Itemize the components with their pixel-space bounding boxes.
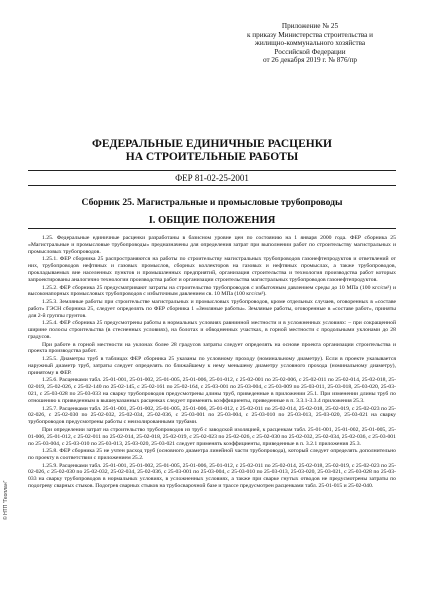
code-box — [28, 170, 396, 186]
document-code: ФЕР 81-02-25-2001 — [175, 173, 249, 183]
side-copyright: © НТП "Геоплан" — [3, 480, 9, 520]
appendix-number: Приложение № 25 — [281, 22, 339, 30]
appendix-order: к приказу Министерства строительства и — [246, 30, 373, 39]
paragraph: 1.25. Федеральные единичные расценки разработаны в базисном уровне цен по состоянию на 1 января 2000 года. ФЕР сборника 25 «Магистральные и промысловые трубопроводы» предназначены для определения затрат при выполнении работ по строительству магистральных и промысловых трубопроводов. — [28, 235, 396, 255]
paragraph: При определении затрат на строительство трубопроводов из труб с заводской изоляцией, к расценкам табл. 25-01-001, 25-01-002, 25-01-005, 25-01-006, 25-01-012, с 25-02-011 по 25-02-014, 25-02-018, 25-02-019, с 25-02-023 по 25-02-026, с 25-02-030 по 25-02-032, 25-02-034, 25-02-036, с 25-03-001 по 25-03-004, с 25-03-010 по 25-03-013, 25-03-020, 25-03-021 следует применять коэффициенты, приведенные в п. 3.2.1 приложения 25.3. — [28, 426, 396, 447]
paragraph: 1.25.4. ФЕР сборника 25 предусмотрены работы в нормальных условиях равнинной местности и в усложненных условиях: – при сокращенной ширине полосы строительства (в стесненных условиях), на болотах и обводненных участках, в горной местности с продольными уклонами до 28 градусов. — [28, 320, 396, 341]
document-title — [40, 138, 384, 164]
paragraph: 1.25.1. ФЕР сборника 25 распространяются на работы по строительству магистральных трубопроводов газонефтепродуктов и ответвлений от них, трубопроводов нефтяных и газовых промыслов, сборных коллекторов на газовых и нефтяных промыслах, а также трубопроводов, прокладываемых вне населенных пунктов и промышленных предприятий, организация строительства и технология производства работ которых запроектированы аналогично технологии производства работ и организации строительства магистральных трубопроводов газонефтепродуктов. — [28, 256, 396, 284]
paragraph: 1.25.7. Расценками табл. 25-01-001, 25-01-002, 25-01-005, 25-01-006, 25-01-012, с 25-02-011 по 25-02-014, 25-02-018, 25-02-019, с 25-02-023 по 25-02-026, с 25-02-030 по 25-02-032, 25-02-034, 25-02-036, с 25-03-001 по 25-03-004, с 25-03-010 по 25-03-013, 25-03-020, 25-03-021 на сварку трубопроводов предусмотрены работы с неизолированными трубами. — [28, 405, 396, 426]
collection-title: Сборник 25. Магистральные и промысловые трубопроводы — [81, 197, 343, 208]
appendix-header — [230, 22, 390, 65]
title-line-1: ФЕДЕРАЛЬНЫЕ ЕДИНИЧНЫЕ РАСЦЕНКИ — [91, 138, 333, 150]
paragraph: 1.25.6. Расценками табл. 25-01-001, 25-01-002, 25-01-005, 25-01-006, 25-01-012, с 25-02-001 по 25-02-006, с 25-02-011 по 25-02-014, 25-02-018, 25-02-019, 25-02-026, с 25-02-140 по 25-02-145, с 25-02-161 по 25-02-164, с 25-03-001 по 25-03-004, с 25-03-009 по 25-03-011, 25-03-018, 25-03-020, 25-03-021, с 25-03-028 по 25-03-033 на сварку трубопроводов предусмотрены длины труб, приведенные в приложении 25.1. При изменении длины труб по отношению к приведенным в вышеуказанных расценках следует применять коэффициенты, приведенные в п. 3.3.1-3.3.4 приложения 25.3. — [28, 377, 396, 404]
section-heading: I. ОБЩИЕ ПОЛОЖЕНИЯ — [28, 215, 396, 229]
document-body — [28, 235, 396, 491]
appendix-country: Российской Федерации — [274, 47, 346, 56]
paragraph: 1.25.5. Диаметры труб в таблицах ФЕР сборника 25 указаны по условному проходу (номинальному диаметру). Если в проекте указывается наружный диаметр труб, затраты следует определять по ближайшему к нему меньшему диаметру условного прохода (номинальному диаметру), принятому в ФЕР. — [28, 355, 396, 376]
appendix-ministry: жилищно-коммунального хозяйства — [254, 39, 366, 48]
paragraph: 1.25.3. Земляные работы при строительстве магистральных и промысловых трубопроводов, кроме отдельных случаев, оговоренных в «составе работ» ГЭСН сборника 25, следует определять по ФЕР сборника 1 «Земляные работы». Земляные работы, оговоренные в «составе работ», приняты для 2-й группы грунтов. — [28, 298, 396, 319]
paragraph: При работе в горной местности на уклонах более 28 градусов затраты следует определять на основе проекта организации строительства и проекта производства работ. — [28, 341, 396, 355]
appendix-date: от 26 декабря 2019 г. № 876/пр — [263, 56, 357, 65]
paragraph: 1.25.9. Расценками табл. 25-01-001, 25-01-002, 25-01-005, 25-01-006, 25-01-012, с 25-02-011 по 25-02-014, 25-02-018, 25-02-019, с 25-02-023 по 25-02-026, с 25-02-030 по 25-02-032, 25-02-034, 25-02-036, с 25-03-001 по 25-03-004, с 25-03-010 по 25-03-013, 25-03-020, 25-03-021, с 25-03-028 по 25-03-033 на сварку трубопроводов в нормальных условиях, в усложненных условиях, а также при сварке гнутых отводов не предусмотрены затраты по подогреву сварных стыков. Подогрев сварных стыков на трубосварочной базе и трассе предусмотрен расценками табл. 25-01-015 и 25-02-040. — [28, 462, 396, 490]
paragraph: 1.25.8. ФЕР сборника 25 не учтен расход труб (основного диаметра линейной части трубопровода), который следует определять дополнительно по проекту в соответствии с приложением 25.2. — [28, 448, 396, 462]
title-line-2: НА СТРОИТЕЛЬНЫЕ РАБОТЫ — [125, 151, 299, 163]
paragraph: 1.25.2. ФЕР сборника 25 предусматривают затраты на строительство трубопроводов с избыточным давлением среды до 10 МПа (100 кгс/см²) и высоконапорных промысловых трубопроводов с избыточным давлением св. 10 МПа (100 кгс/см²). — [28, 284, 396, 298]
